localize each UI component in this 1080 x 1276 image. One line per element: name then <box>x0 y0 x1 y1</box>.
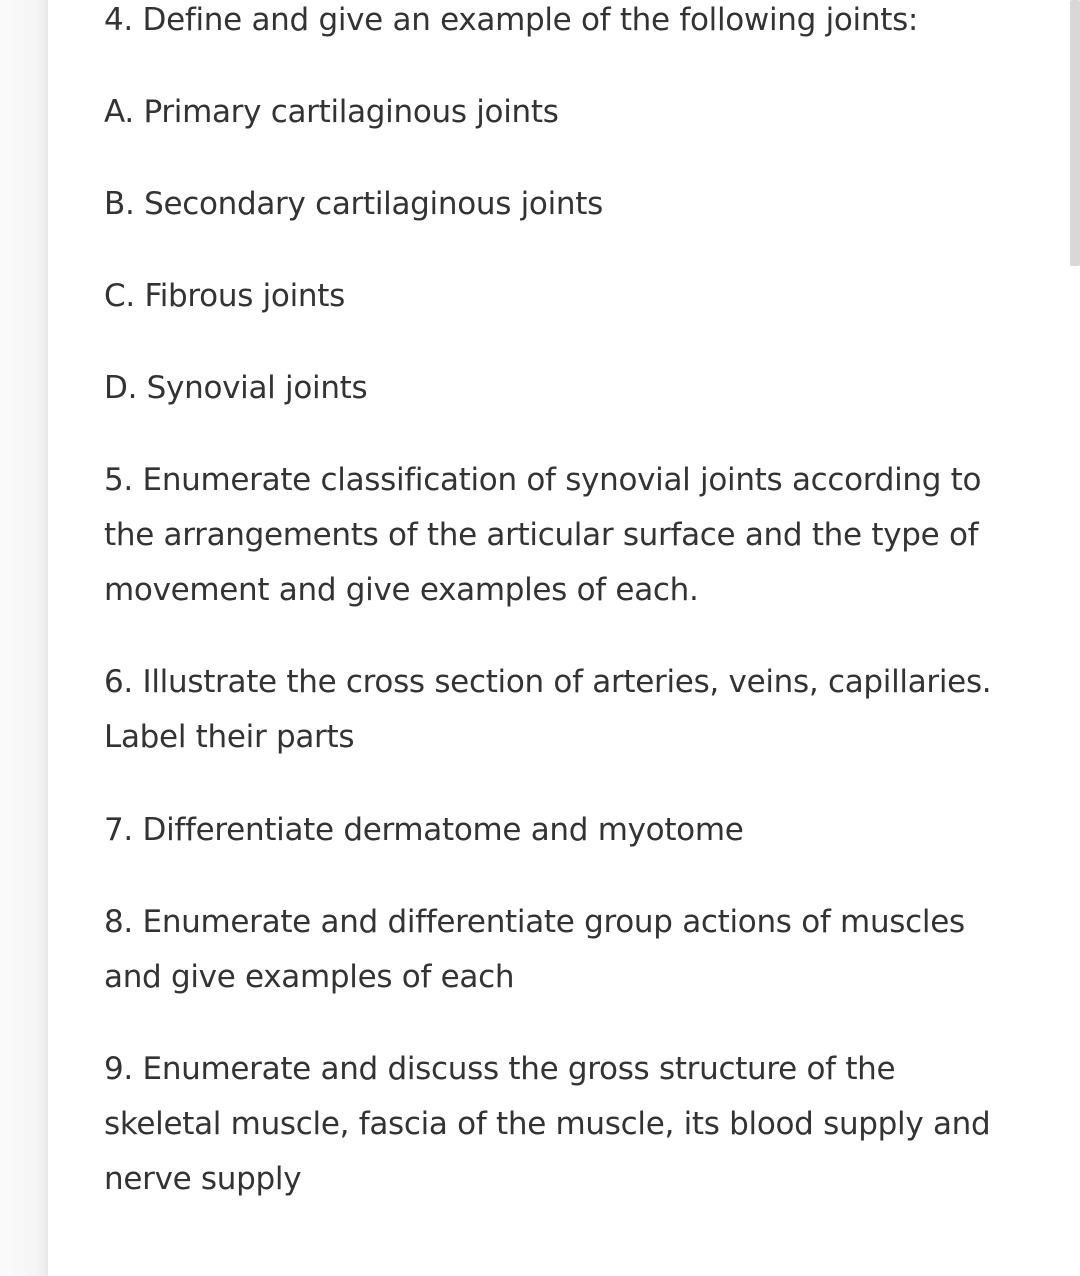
question-8-line-1: 8. Enumerate and differentiate group actions of muscles <box>104 904 965 940</box>
left-gutter <box>0 0 46 1276</box>
question-9-line-1: 9. Enumerate and discuss the gross structure of the <box>104 1051 896 1087</box>
question-5-line-3: movement and give examples of each. <box>104 572 699 608</box>
vertical-scrollbar[interactable] <box>1068 0 1080 1276</box>
question-4-item-a: A. Primary cartilaginous joints <box>104 94 559 130</box>
question-4-item-d: D. Synovial joints <box>104 370 368 406</box>
question-6-line-1: 6. Illustrate the cross section of arteries, veins, capillaries. <box>104 664 992 700</box>
question-9-line-3: nerve supply <box>104 1161 302 1197</box>
question-4-title: 4. Define and give an example of the following joints: <box>104 2 919 38</box>
question-7-line-1: 7. Differentiate dermatome and myotome <box>104 812 744 848</box>
question-5-line-1: 5. Enumerate classification of synovial joints according to <box>104 462 982 498</box>
question-9-line-2: skeletal muscle, fascia of the muscle, its blood supply and <box>104 1106 991 1142</box>
question-5-line-2: the arrangements of the articular surface and the type of <box>104 517 979 553</box>
question-4-item-c: C. Fibrous joints <box>104 278 345 314</box>
question-6-line-2: Label their parts <box>104 719 355 755</box>
question-8-line-2: and give examples of each <box>104 959 515 995</box>
page-edge-divider <box>46 0 48 1276</box>
scrollbar-thumb[interactable] <box>1070 0 1080 266</box>
question-4-item-b: B. Secondary cartilaginous joints <box>104 186 603 222</box>
